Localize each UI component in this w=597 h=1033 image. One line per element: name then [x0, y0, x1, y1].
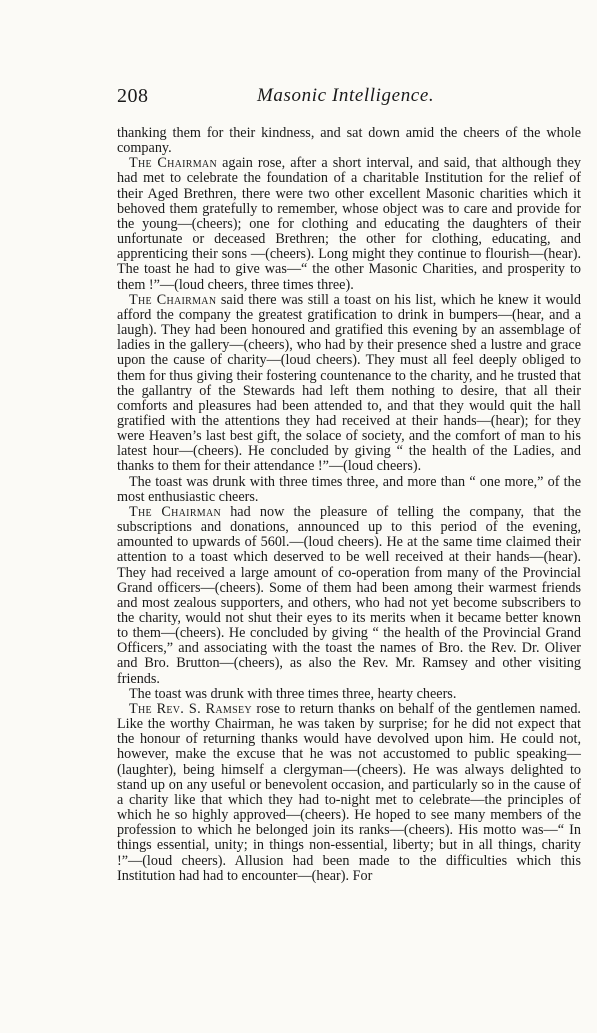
running-title: Masonic Intelligence. — [257, 85, 435, 106]
paragraph-text: rose to return thanks on behalf of the gentlemen named. Like the worthy Chairman, he was taken by surprise; for he did not expect that the honour of returning thanks would have devolved upon him. He could not, however, make the excuse that he was not accustomed to public speaking—(laughter), being himself a clergyman—(cheers). He was always delighted to stand up on any useful or benevolent occasion, and particularly so in the cause of a charity like that which they had to-night met to celebrate—the principles of which he so highly approved—(cheers). He hoped to see many members of the profession to which he belonged join its ranks—(cheers). His motto was—“ In things essential, unity; in things non-essential, liberty; but in all things, charity !”—(loud cheers). Allusion had been made to the difficulties which this Institution had had to encounter—(hear). For — [117, 700, 581, 884]
page-number: 208 — [117, 85, 149, 107]
paragraph-text: thanking them for their kindness, and sat down amid the cheers of the whole company. — [117, 125, 581, 157]
speaker-name: The Chairman — [129, 155, 217, 172]
paragraph-7 — [117, 702, 581, 884]
speaker-name: The Chairman — [129, 503, 222, 520]
speaker-name: The Rev. S. Ramsey — [129, 700, 252, 717]
body-text — [117, 126, 581, 884]
paragraph-text: again rose, after a short interval, and said, that although they had met to celebrate the foundation of a charitable Institution for the relief of their Aged Brethren, there were two other excellent Masonic charities which it behoved them gratefully to remember, whose object was to care and provide for the young—(cheers); one for clothing and educating the daughters of their unfortunate or deceased Brethren; the other for clothing, educating, and apprenticing their sons —(cheers). Long might they continue to flourish—(hear). The toast he had to give was—“ the other Masonic Charities, and prosperity to them !”—(loud cheers, three times three). — [117, 155, 581, 293]
speaker-name: The Chairman — [129, 291, 217, 308]
paragraph-1 — [117, 126, 581, 156]
paragraph-2 — [117, 156, 581, 292]
paragraph-4 — [117, 475, 581, 505]
paragraph-text: said there was still a toast on his list, which he knew it would afford the company the greatest gratification to drink in bumpers—(hear, and a laugh). They had been honoured and gratified this evening by an assemblage of ladies in the gallery—(cheers), who had by their presence shed a lustre and grace upon the cause of charity—(loud cheers). They must all feel deeply obliged to them for thus giving their fostering countenance to the charity, and he trusted that the gallantry of the Stewards had left them nothing to desire, that all their comforts and pleasures had been attended to, and that they would quit the hall gratified with the attentions they had received at their hands—(hear); for they were Heaven’s last best gift, the solace of society, and the comfort of man to his latest hour—(cheers). He concluded by giving “ the health of the Ladies, and thanks to them for their attendance !”—(loud cheers). — [117, 291, 581, 475]
paragraph-3 — [117, 293, 581, 475]
paragraph-5 — [117, 505, 581, 687]
paragraph-text: The toast was drunk with three times three, and more than “ one more,” of the most enthusiastic cheers. — [117, 473, 581, 505]
running-head — [117, 85, 583, 109]
paragraph-text: had now the pleasure of telling the company, that the subscriptions and donations, announced up to this period of the evening, amounted to upwards of 560l.—(loud cheers). He at the same time claimed their attention to a toast which deserved to be well received at their hands—(hear). They had received a large amount of co-operation from many of the Provincial Grand officers—(cheers). Some of them had been among their warmest friends and most zealous supporters, and others, who had not yet become subscribers to the charity, would not shut their eyes to its merits when it became better known to them—(cheers). He concluded by giving “ the health of the Provincial Grand Officers,” and associating with the toast the names of Bro. the Rev. Dr. Oliver and Bro. Brutton—(cheers), as also the Rev. Mr. Ramsey and other visiting friends. — [117, 503, 582, 687]
paragraph-text: The toast was drunk with three times three, hearty cheers. — [129, 685, 457, 702]
paragraph-6 — [117, 687, 581, 702]
